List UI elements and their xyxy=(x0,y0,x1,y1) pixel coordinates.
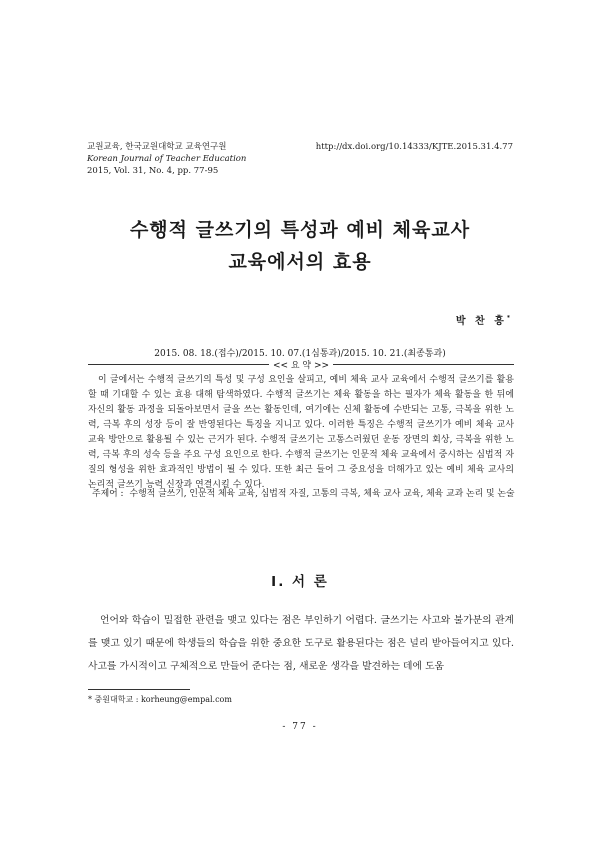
abstract-header xyxy=(88,358,514,371)
keywords xyxy=(92,487,516,502)
page-number: - 77 - xyxy=(282,722,318,732)
title-line-1: 수행적 글쓰기의 특성과 예비 체육교사 xyxy=(129,219,471,241)
keywords-label: 주제어 : xyxy=(92,489,124,499)
publisher-line: 교원교육, 한국교원대학교 교육연구원 xyxy=(87,142,227,152)
journal-name: Korean Journal of Teacher Education xyxy=(87,154,247,164)
footnote: * 중원대학교 : korheung@empal.com xyxy=(88,695,232,704)
title-line-2: 교육에서의 효용 xyxy=(228,251,372,273)
abstract-rule-left xyxy=(88,364,269,365)
footnote-divider xyxy=(88,689,190,690)
abstract xyxy=(88,358,514,493)
abstract-label: << 요 약 >> xyxy=(272,361,330,371)
submission-dates: 2015. 08. 18.(접수)/2015. 10. 07.(1심통과)/2015. 10. 21.(최종통과) xyxy=(154,349,446,359)
author xyxy=(456,312,510,327)
doi-link[interactable]: http://dx.doi.org/10.14333/KJTE.2015.31.4.77 xyxy=(315,142,513,152)
volume-info: 2015, Vol. 31, No. 4, pp. 77-95 xyxy=(87,166,219,176)
author-footnote-mark: * xyxy=(506,314,510,322)
abstract-text: 이 글에서는 수행적 글쓰기의 특성 및 구성 요인을 살피고, 예비 체육 교사 교육에서 수행적 글쓰기를 활용할 때 기대할 수 있는 효용 대해 탐색하였다. 수행적 글쓰기는 체육 활동을 하는 필자가 체육 활동을 한 뒤에 자신의 활동 과정을 되돌아보면서 글을 쓰는 활동인데, 여기에는 신체 활동에 수반되는 고통, 극복을 위한 노력, 극복 후의 성장 등이 잘 반영된다는 특징을 지니고 있다. 이러한 특징은 수행적 글쓰기가 예비 체육 교사 교육 방안으로 활용될 수 있는 근거가 된다. 수행적 글쓰기는 고통스러웠던 운동 장면의 회상, 극복을 위한 노력, 극복 후의 성숙 등을 주요 구성 요인으로 한다. 수행적 글쓰기는 인문적 체육 교육에서 중시하는 심법적 자질의 형성을 위한 효과적인 방법이 될 수 있다. 또한 최근 들어 그 중요성을 더해가고 있는 예비 체육 교사의 논리적 글쓰기 능력 신장과 연결시킬 수 있다. xyxy=(88,375,514,490)
body-text xyxy=(88,609,514,678)
journal-header xyxy=(87,141,246,177)
abstract-rule-right xyxy=(333,364,514,365)
paper-title xyxy=(0,214,600,278)
author-name: 박 찬 흥 xyxy=(455,316,507,327)
abstract-body xyxy=(88,373,514,493)
section-title: Ⅰ. 서 론 xyxy=(271,574,329,590)
keywords-text: 수행적 글쓰기, 인문적 체육 교육, 심법적 자질, 고통의 극복, 체육 교사 교육, 체육 교과 논리 및 논술 xyxy=(129,489,515,499)
body-paragraph: 언어와 학습이 밀접한 관련을 맺고 있다는 점은 부인하기 어렵다. 글쓰기는 사고와 불가분의 관계를 맺고 있기 때문에 학생들의 학습을 위한 중요한 도구로 활용된다는 점은 널리 받아들여지고 있다. 사고를 가시적이고 구체적으로 만들어 준다는 점, 새로운 생각을 발견하는 데에 도움 xyxy=(88,615,514,672)
